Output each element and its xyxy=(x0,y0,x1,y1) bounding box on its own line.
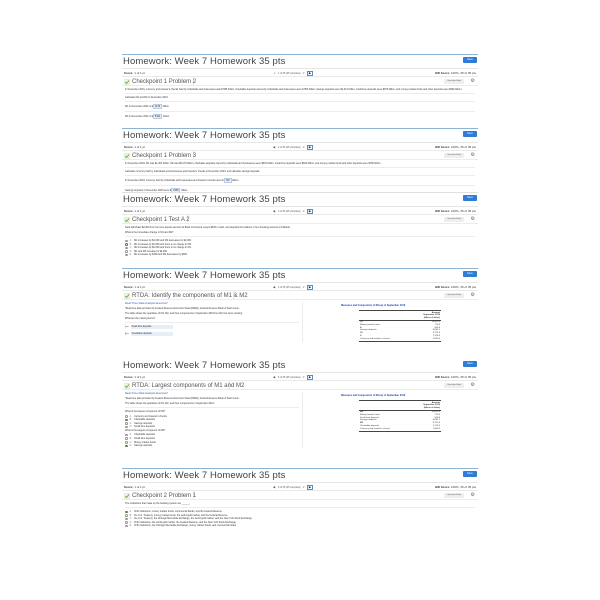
divider xyxy=(122,54,478,55)
answer-line: In December 2003, currency held by individuals and businesses and traveler's checks were $ 700 billion. xyxy=(125,179,239,182)
homework-panel-6 xyxy=(122,468,478,540)
question-text: The table shows the quantities of M1, M2, and their components in September 2019. xyxy=(125,402,215,406)
next-question-button[interactable]: ▶ xyxy=(308,144,312,149)
hw-score: HW Score: 100%, 35 of 35 pts xyxy=(434,485,476,489)
question-help-button[interactable]: Question Help xyxy=(444,153,464,158)
prev-question-icon[interactable]: ◀ xyxy=(272,209,276,213)
divider xyxy=(125,185,475,186)
table-title: Measures and Components of Money in September 2019 xyxy=(341,304,406,307)
question-select[interactable]: 3 of 35 (35 complete) xyxy=(278,209,301,213)
answer-input-currency[interactable]: 700 xyxy=(225,179,230,182)
homework-title: Homework: Week 7 Homework 35 pts xyxy=(123,130,286,141)
m1-option-a[interactable]: A. Currency and traveler's checks xyxy=(125,414,299,418)
radio-button[interactable] xyxy=(125,441,128,444)
answer-dropdown-b[interactable]: Checkable deposits xyxy=(131,332,173,336)
radio-button[interactable] xyxy=(125,525,128,528)
question-body xyxy=(122,500,478,530)
next-question-button[interactable]: ▶ xyxy=(308,284,312,289)
radio-button[interactable] xyxy=(125,422,128,425)
gear-icon[interactable]: ⚙ xyxy=(470,216,475,222)
checkmark-icon xyxy=(124,293,130,299)
question-help-button[interactable]: Question Help xyxy=(444,217,464,222)
chevron-down-icon: ▼ xyxy=(302,485,305,489)
table-row: M1 3,721.9 xyxy=(360,422,440,425)
save-button[interactable]: Save xyxy=(463,361,477,367)
gear-icon[interactable]: ⚙ xyxy=(470,292,475,298)
option-e[interactable]: E. M1 increases by $300 and M2 decreases by $300. xyxy=(125,253,475,257)
m2-option-b[interactable]: B. Small time deposits xyxy=(125,437,299,441)
chevron-down-icon: ▼ xyxy=(302,145,305,149)
gear-icon[interactable]: ⚙ xyxy=(470,152,475,158)
save-button[interactable]: Save xyxy=(463,57,477,63)
save-button[interactable]: Save xyxy=(463,471,477,477)
gear-icon[interactable]: ⚙ xyxy=(470,382,475,388)
table-row: Savings deposits 9,832.1 xyxy=(360,419,440,422)
divider xyxy=(125,101,475,102)
fill-line: B = Checkable deposits xyxy=(125,332,299,336)
question-text: The table shows the quantities of M1, M2, and their components in September 2019 but with two items missing. xyxy=(125,312,243,316)
answer-input-m1[interactable]: 1135 xyxy=(154,105,161,108)
question-title: RTDA: Largest components of M1 and M2 xyxy=(132,383,245,389)
divider xyxy=(125,167,475,168)
divider xyxy=(125,322,299,323)
radio-button[interactable] xyxy=(125,415,128,418)
answer-line: Savings deposits in December 2003 were $ 3169 billion. xyxy=(125,189,188,192)
question-select[interactable]: 4 of 35 (35 complete) xyxy=(278,285,301,289)
table-row: M2 14,841.8 xyxy=(360,410,440,413)
rtda-heading: Real-Time Data Analysis Exercise* xyxy=(125,301,169,305)
question-body xyxy=(122,390,478,450)
question-select[interactable]: 1 of 35 (35 complete) xyxy=(278,71,301,75)
homework-title: Homework: Week 7 Homework 35 pts xyxy=(123,56,286,67)
divider xyxy=(125,236,475,237)
question-body xyxy=(122,300,478,344)
hw-score: HW Score: 100%, 35 of 35 pts xyxy=(434,71,476,75)
option-d[interactable]: D. M1 and M2 increase by $2,000. xyxy=(125,250,475,254)
table-row: Money market funds 775.8 xyxy=(360,323,440,326)
radio-button[interactable] xyxy=(125,426,128,429)
radio-button[interactable] xyxy=(125,240,128,243)
question-title: Checkpoint 1 Problem 2 xyxy=(132,79,197,85)
rtda-heading: Real-Time Data Analysis Exercise* xyxy=(125,391,169,395)
question-help-button[interactable]: Question Help xyxy=(444,79,464,84)
radio-button-selected[interactable] xyxy=(125,243,128,246)
m1-option-b[interactable]: B. Checkable deposits xyxy=(125,418,299,422)
question-prompt-m1: What is the largest component of M1? xyxy=(125,410,166,414)
m1-option-c[interactable]: C. Savings deposits xyxy=(125,422,299,426)
radio-button[interactable] xyxy=(125,437,128,440)
table-row: Currency and traveler's checks 1,605.6 xyxy=(360,337,440,340)
answer-line: M2 in December 2001 is $ 5402 billion. xyxy=(125,115,170,118)
option-c[interactable]: C. M2 increases by $2,000 and there is no change in M1. xyxy=(125,246,475,250)
chevron-down-icon: ▼ xyxy=(302,71,305,75)
question-text: In December 2001, currency and traveler's checks held by individuals and businesses was $ 585 billion; checkable deposits owned by individuals and businesses were $ 550 billion; savings deposits were $2,313 billion; small time deposits were $975 billion; and money market funds and other deposits were $982 billion. xyxy=(125,88,463,91)
table-title: Measures and Components of Money in September 2019 xyxy=(341,394,406,397)
checkmark-icon xyxy=(124,383,130,389)
fill-line: A = Small time deposits xyxy=(125,325,299,329)
next-question-button[interactable]: ▶ xyxy=(308,374,312,379)
radio-button-selected[interactable] xyxy=(125,445,128,448)
question-body xyxy=(122,86,478,123)
question-help-button[interactable]: Question Help xyxy=(444,493,464,498)
question-title: Checkpoint 1 Test A 2 xyxy=(132,217,190,223)
answer-dropdown-a[interactable]: Small time deposits xyxy=(131,325,173,329)
option-a[interactable]: A. thrift institutions, money market funds, commercial banks, and the Federal Reserve xyxy=(125,510,475,514)
checkmark-icon xyxy=(124,493,130,499)
money-table-panel xyxy=(303,392,475,448)
option-a[interactable]: A. M1 increases by $2,000 and M2 decreases by $2,000. xyxy=(125,239,475,243)
chevron-down-icon: ▼ xyxy=(302,285,305,289)
question-prompt: What are the missing items? xyxy=(125,317,156,321)
divider xyxy=(125,175,475,176)
checkmark-icon xyxy=(124,153,130,159)
question-help-button[interactable]: Question Help xyxy=(444,383,464,388)
prev-question-icon[interactable]: ◀ xyxy=(272,71,276,75)
source-note: *Real-time data provided by Federal Reserve Economic Data (FRED), Federal Reserve Bank of Saint Louis. xyxy=(125,397,240,401)
divider xyxy=(125,407,299,408)
radio-button[interactable] xyxy=(125,247,128,250)
m2-option-a[interactable]: A. Checkable deposits xyxy=(125,433,299,437)
homework-title: Homework: Week 7 Homework 35 pts xyxy=(123,360,286,371)
checkmark-icon xyxy=(124,79,130,85)
table-row: M1 3,721.9 xyxy=(360,332,440,335)
question-help-button[interactable]: Question Help xyxy=(444,293,464,298)
radio-button-selected[interactable] xyxy=(125,419,128,422)
option-c[interactable]: C. the U.S. Treasury, the Chicago Mercantile Exchange, the world gold market, and the New York Stock Exchange xyxy=(125,517,475,521)
table-row: Currency and traveler's checks 1,605.6 xyxy=(360,427,440,430)
option-b[interactable]: B. M1 increases by $2,000 and there is no change in M2. xyxy=(125,243,475,247)
question-select[interactable]: 2 of 35 (35 complete) xyxy=(278,145,301,149)
prev-question-icon[interactable]: ◀ xyxy=(272,285,276,289)
radio-button[interactable] xyxy=(125,521,128,524)
homework-panel-5 xyxy=(122,358,478,468)
gear-icon[interactable]: ⚙ xyxy=(470,78,475,84)
option-d[interactable]: D. thrift institutions, the world gold market, the Federal Reserve, and the New York Stock Exchange xyxy=(125,521,475,525)
score: Score: 1 of 1 pt xyxy=(124,71,146,75)
hw-score: HW Score: 100%, 35 of 35 pts xyxy=(434,375,476,379)
prev-question-icon[interactable]: ◀ xyxy=(272,145,276,149)
question-prompt: Calculate currency held by individuals and businesses and traveler's checks in December 2003, and calculate savings deposits. xyxy=(125,170,260,173)
checkmark-icon xyxy=(124,217,130,223)
hw-score: HW Score: 100%, 35 of 35 pts xyxy=(434,285,476,289)
m2-option-d[interactable]: D. Savings deposits xyxy=(125,444,299,448)
save-button[interactable]: Save xyxy=(463,271,477,277)
homework-panel-1 xyxy=(122,54,478,126)
prev-question-icon[interactable]: ◀ xyxy=(272,375,276,379)
chevron-down-icon: ▼ xyxy=(302,209,305,213)
table-row: A 505.8 xyxy=(360,326,440,329)
option-b[interactable]: B. the U.S. Treasury, money market funds, the world gold market, and the Federal Reserve xyxy=(125,514,475,518)
radio-button[interactable] xyxy=(125,514,128,517)
source-note: *Real-time data provided by Federal Reserve Economic Data (FRED), Federal Reserve Bank of Saint Louis. xyxy=(125,307,240,311)
table-row: Savings deposits 9,830.1 xyxy=(360,329,440,332)
question-select[interactable]: 6 of 35 (35 complete) xyxy=(278,485,301,489)
table-row: Checkable deposits 2,116.3 xyxy=(360,424,440,427)
score: Score: 1 of 1 pt xyxy=(124,285,146,289)
question-prompt: What is the immediate change in M1 and M2? xyxy=(125,231,174,234)
question-prompt: Calculate M1 and M2 in December 2001. xyxy=(125,96,169,99)
answer-input-savings[interactable]: 3169 xyxy=(173,189,179,192)
table-row: B 2,116.3 xyxy=(360,334,440,337)
question-prompt-m2: What is the largest component of M2? xyxy=(125,429,166,433)
divider xyxy=(122,468,478,469)
divider xyxy=(122,268,478,269)
radio-button[interactable] xyxy=(125,518,128,521)
homework-title: Homework: Week 7 Homework 35 pts xyxy=(123,470,286,481)
gear-icon[interactable]: ⚙ xyxy=(470,492,475,498)
save-button[interactable]: Save xyxy=(463,195,477,201)
question-body xyxy=(122,224,478,259)
divider xyxy=(125,111,475,112)
radio-button[interactable] xyxy=(125,254,128,257)
score: Score: 1 of 1 pt xyxy=(124,485,146,489)
next-question-button[interactable]: ▶ xyxy=(308,70,312,75)
homework-panel-4 xyxy=(122,268,478,358)
score: Score: 1 of 1 pt xyxy=(124,209,146,213)
answer-line: M1 in December 2001 is $ 1135 billion. xyxy=(125,105,170,108)
money-table-panel xyxy=(303,302,475,342)
next-question-button[interactable]: ▶ xyxy=(308,208,312,213)
hw-score: HW Score: 100%, 35 of 35 pts xyxy=(434,209,476,213)
table-row: Money market funds 775.8 xyxy=(360,413,440,416)
question-select[interactable]: 5 of 35 (35 complete) xyxy=(278,375,301,379)
question-text: In December 2003, M1 was $1,304 billion; M2 was $6,079 billion; checkable deposits owned by individuals and businesses were $604 billion; small time deposits were $810 billion; and money market funds and other deposits were $796 billion. xyxy=(125,162,382,165)
divider xyxy=(122,192,478,193)
prev-question-icon[interactable]: ◀ xyxy=(272,485,276,489)
question-title: Checkpoint 2 Problem 1 xyxy=(132,493,197,499)
homework-panel-2 xyxy=(122,128,478,192)
chevron-down-icon: ▼ xyxy=(302,375,305,379)
homework-title: Homework: Week 7 Homework 35 pts xyxy=(123,270,286,281)
money-table: Amount September 2019 (billions of dollars) M2 14,841.8 Money market funds 775.8 Small time deposits 505.8 Savings deposits 9,832.1 M1 3,721.9 Checkable deposits 2,116.3 Currency and traveler's checks 1,605.6 xyxy=(360,401,440,430)
divider xyxy=(122,128,478,129)
table-row: M2 14,841.8 xyxy=(360,320,440,323)
hw-score: HW Score: 100%, 35 of 35 pts xyxy=(434,145,476,149)
homework-panel-3 xyxy=(122,192,478,268)
radio-button-selected[interactable] xyxy=(125,511,128,514)
question-text: The institutions that make up the banking system are ______. xyxy=(125,502,191,505)
answer-input-m2[interactable]: 5402 xyxy=(154,115,161,118)
score: Score: 1 of 1 pt xyxy=(124,145,146,149)
save-button[interactable]: Save xyxy=(463,131,477,137)
option-e[interactable]: E. thrift institutions, the Chicago Mercantile Exchange, money market funds, and commercial banks xyxy=(125,524,475,528)
radio-button[interactable] xyxy=(125,250,128,253)
divider xyxy=(125,507,475,508)
question-title: RTDA: Identify the components of M1 & M2 xyxy=(132,293,248,299)
divider xyxy=(125,93,475,94)
m2-option-c[interactable]: C. Money market funds xyxy=(125,441,299,445)
question-text: Sara withdraws $2,000 from her time deposit account at Bank of America, keeps $300 in cash, and deposits the balance in her checking account at Citibank. xyxy=(125,226,291,229)
m1-option-d[interactable]: D. Small time deposits xyxy=(125,425,299,429)
question-title: Checkpoint 1 Problem 3 xyxy=(132,153,197,159)
money-table: Amount September 2019 (billions of dollars) M2 14,841.8 Money market funds 775.8 A 505.8 Savings deposits 9,830.1 M1 3,721.9 B 2,116.3 Currency and traveler's checks 1,605.6 xyxy=(360,311,440,340)
table-row: Small time deposits 505.8 xyxy=(360,416,440,419)
homework-title: Homework: Week 7 Homework 35 pts xyxy=(123,194,286,205)
next-question-button[interactable]: ▶ xyxy=(308,484,312,489)
score: Score: 1 of 1 pt xyxy=(124,375,146,379)
